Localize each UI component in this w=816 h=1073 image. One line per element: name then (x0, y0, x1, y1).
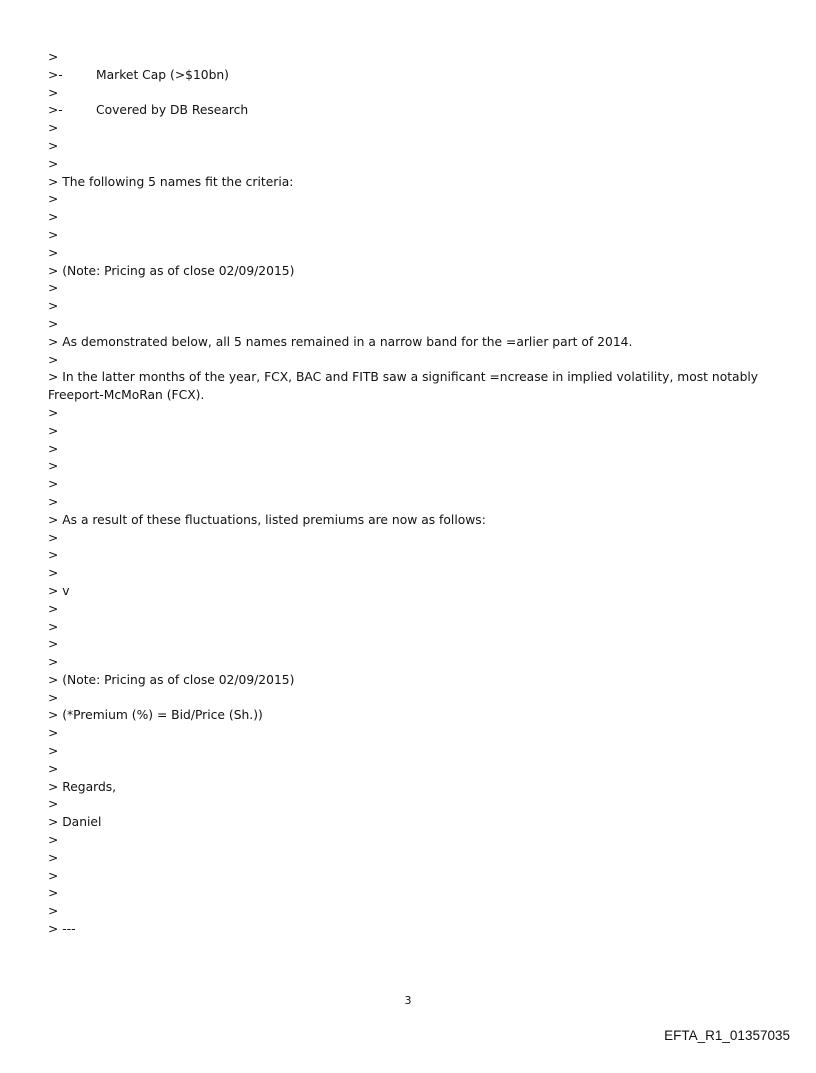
quote-line: > (48, 761, 59, 776)
quote-line: > (48, 797, 59, 812)
criteria-intro: > The following 5 names fit the criteria: (48, 174, 294, 189)
quote-line: > (48, 316, 59, 331)
quote-line: > (48, 227, 59, 242)
volatility-paragraph: > In the latter months of the year, FCX, BAC and FITB saw a significant =ncrease in implied volatility, most notably Freeport-McMoRan (FCX). (48, 370, 759, 403)
quote-line: > (48, 548, 59, 563)
quote-line: > (48, 850, 59, 865)
document-id: EFTA_R1_01357035 (664, 1028, 790, 1043)
quote-line: > (48, 886, 59, 901)
quote-line: > (48, 405, 59, 420)
email-body (48, 49, 768, 939)
quote-line: > (48, 530, 59, 545)
quote-line: > (48, 245, 59, 260)
bullet-marker: >- (48, 103, 63, 118)
quote-line: > (48, 726, 59, 741)
quote-line: > (48, 494, 59, 509)
bullet-market-cap: Market Cap (>$10bn) (96, 67, 229, 82)
quote-line: > (48, 601, 59, 616)
bullet-line (48, 67, 768, 85)
quote-line: > (48, 121, 59, 136)
sign-off: > Regards, (48, 779, 117, 794)
quote-line: > (48, 868, 59, 883)
separator-line: > --- (48, 922, 76, 937)
narrow-band-paragraph: > As demonstrated below, all 5 names remained in a narrow band for the =arlier part of 2014. (48, 334, 633, 349)
quote-line: > (48, 156, 59, 171)
quote-line: > (48, 690, 59, 705)
quote-line: > (48, 281, 59, 296)
bullet-covered-by-db-research: Covered by DB Research (96, 103, 249, 118)
quote-line: > (48, 744, 59, 759)
page-number: 3 (404, 994, 412, 1007)
quote-line: > (48, 566, 59, 581)
bullet-line (48, 102, 768, 120)
quote-line: > v (48, 583, 70, 598)
quote-line: > (48, 459, 59, 474)
quote-line: > (48, 441, 59, 456)
quote-line: > (48, 655, 59, 670)
quote-line: > (48, 833, 59, 848)
quote-line: > (48, 477, 59, 492)
quote-line: > (48, 50, 59, 64)
quote-line: > (48, 637, 59, 652)
quote-line: > (48, 619, 59, 634)
quote-line: > (48, 423, 59, 438)
premiums-intro: > As a result of these fluctuations, listed premiums are now as follows: (48, 512, 486, 527)
bullet-marker: >- (48, 67, 63, 82)
quote-line: > (48, 192, 59, 207)
pricing-note: > (Note: Pricing as of close 02/09/2015) (48, 263, 295, 278)
pricing-note: > (Note: Pricing as of close 02/09/2015) (48, 672, 295, 687)
quote-line: > (48, 904, 59, 919)
quote-line: > (48, 85, 59, 100)
quote-line: > (48, 138, 59, 153)
premium-formula-note: > (*Premium (%) = Bid/Price (Sh.)) (48, 708, 263, 723)
quote-line: > (48, 210, 59, 225)
quote-line: > (48, 352, 59, 367)
quote-line: > (48, 299, 59, 314)
signature-name: > Daniel (48, 815, 102, 830)
